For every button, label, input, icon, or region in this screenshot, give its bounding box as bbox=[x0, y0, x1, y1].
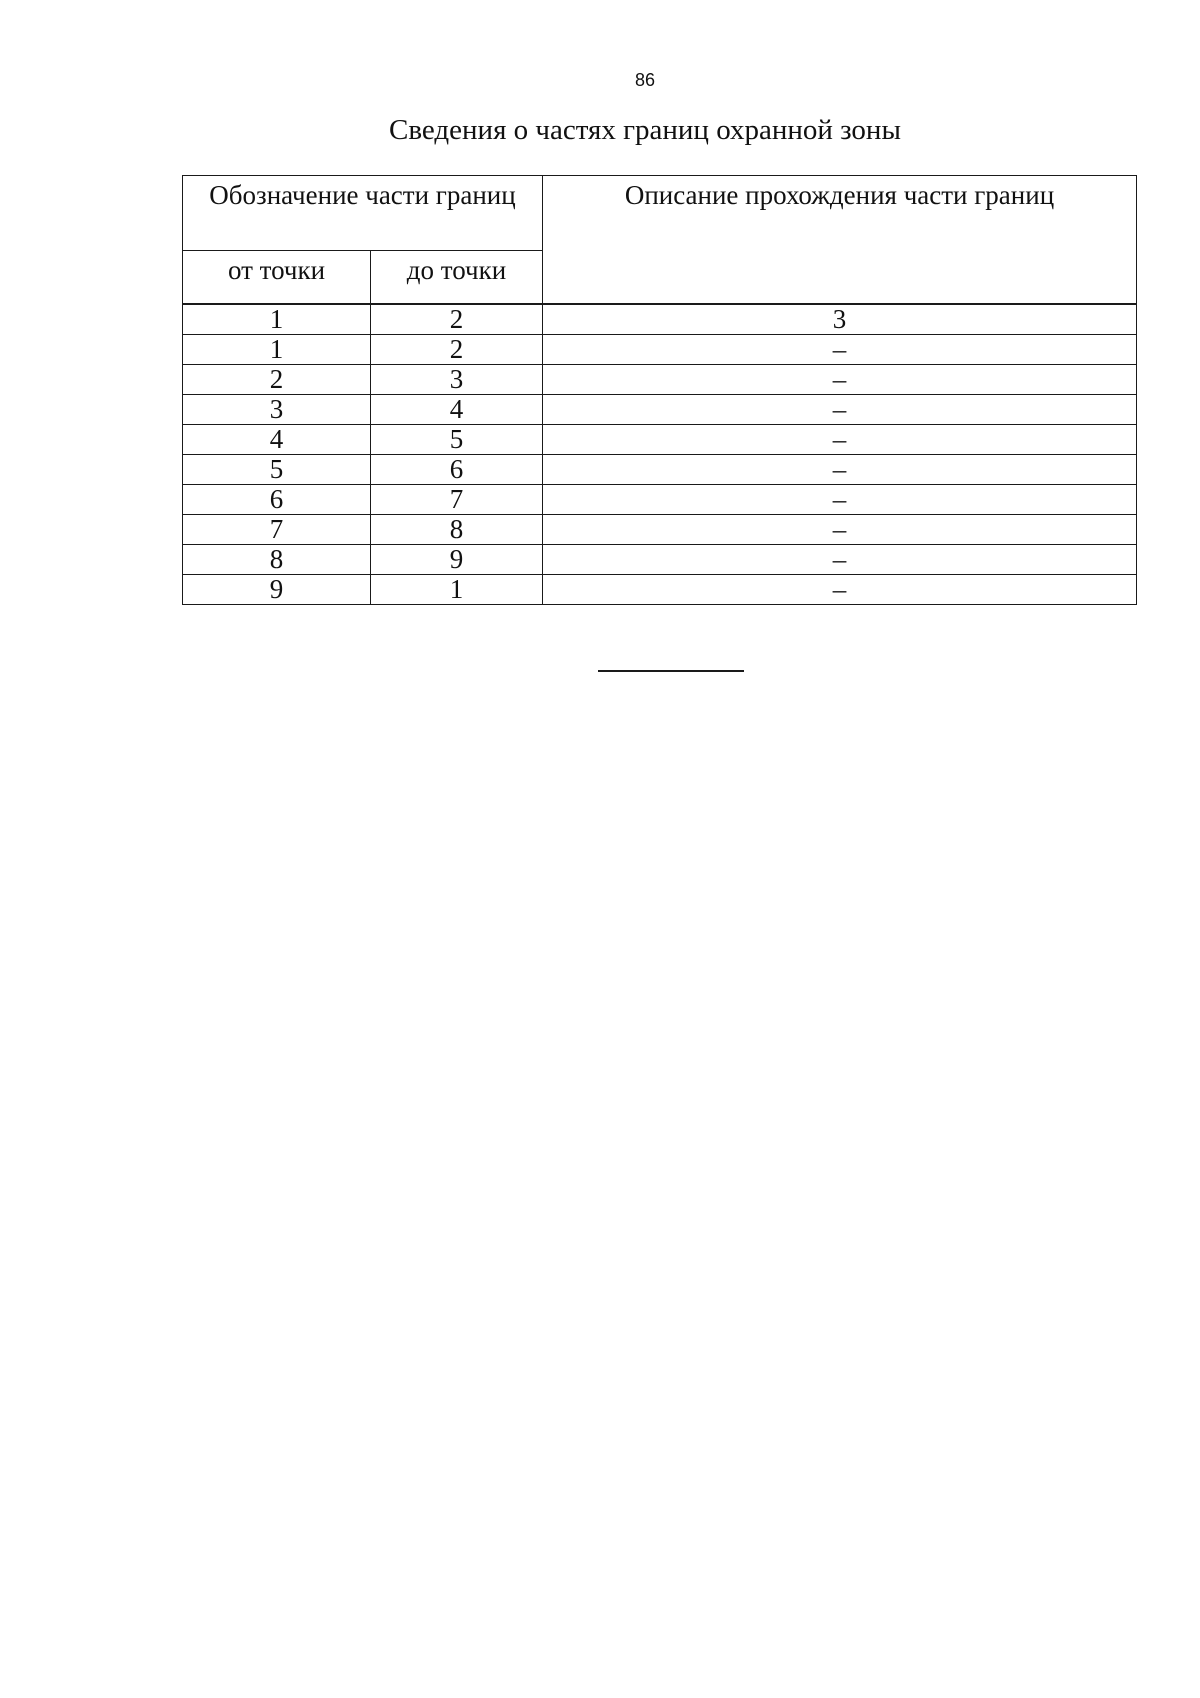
description-cell: – bbox=[543, 545, 1137, 575]
document-title: Сведения о частях границ охранной зоны bbox=[389, 114, 901, 146]
table-row bbox=[183, 515, 1137, 545]
from-point-cell: 5 bbox=[183, 455, 371, 485]
column-numbers-row bbox=[183, 304, 1137, 335]
description-cell: – bbox=[543, 395, 1137, 425]
from-point-cell: 7 bbox=[183, 515, 371, 545]
table-row bbox=[183, 455, 1137, 485]
header-boundary-part-designation: Обозначение части границ bbox=[183, 176, 543, 251]
page-number: 86 bbox=[634, 70, 656, 90]
from-point-cell: 4 bbox=[183, 425, 371, 455]
description-cell: – bbox=[543, 575, 1137, 605]
table-row bbox=[183, 575, 1137, 605]
table-row bbox=[183, 365, 1137, 395]
table-header-row bbox=[183, 176, 1137, 251]
from-point-cell: 1 bbox=[183, 335, 371, 365]
column-number: 3 bbox=[543, 304, 1137, 335]
to-point-cell: 4 bbox=[371, 395, 543, 425]
from-point-cell: 6 bbox=[183, 485, 371, 515]
table-row bbox=[183, 545, 1137, 575]
to-point-cell: 2 bbox=[371, 335, 543, 365]
header-to-point: до точки bbox=[371, 251, 543, 305]
table-row bbox=[183, 335, 1137, 365]
description-cell: – bbox=[543, 425, 1137, 455]
description-cell: – bbox=[543, 485, 1137, 515]
end-of-document-rule bbox=[598, 670, 744, 672]
table-row bbox=[183, 395, 1137, 425]
header-boundary-part-description: Описание прохождения части границ bbox=[543, 176, 1137, 305]
description-cell: – bbox=[543, 335, 1137, 365]
table-row bbox=[183, 485, 1137, 515]
to-point-cell: 3 bbox=[371, 365, 543, 395]
table-row bbox=[183, 425, 1137, 455]
description-cell: – bbox=[543, 455, 1137, 485]
from-point-cell: 2 bbox=[183, 365, 371, 395]
from-point-cell: 8 bbox=[183, 545, 371, 575]
header-from-point: от точки bbox=[183, 251, 371, 305]
to-point-cell: 9 bbox=[371, 545, 543, 575]
to-point-cell: 5 bbox=[371, 425, 543, 455]
column-number: 1 bbox=[183, 304, 371, 335]
to-point-cell: 1 bbox=[371, 575, 543, 605]
to-point-cell: 6 bbox=[371, 455, 543, 485]
boundary-parts-table bbox=[182, 175, 1137, 605]
to-point-cell: 7 bbox=[371, 485, 543, 515]
column-number: 2 bbox=[371, 304, 543, 335]
from-point-cell: 9 bbox=[183, 575, 371, 605]
from-point-cell: 3 bbox=[183, 395, 371, 425]
to-point-cell: 8 bbox=[371, 515, 543, 545]
description-cell: – bbox=[543, 515, 1137, 545]
description-cell: – bbox=[543, 365, 1137, 395]
